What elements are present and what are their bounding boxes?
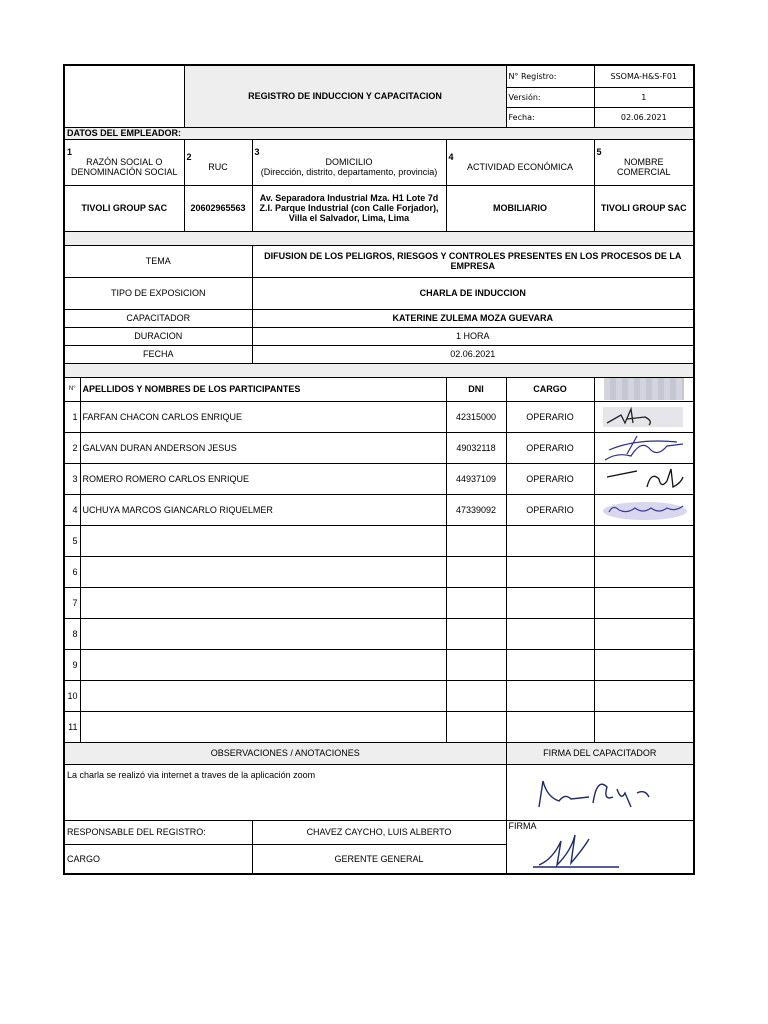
row-signature: [594, 494, 694, 525]
row-dni: [446, 618, 506, 649]
row-cargo: [506, 525, 594, 556]
row-num: 11: [64, 711, 80, 742]
version-value: 1: [594, 87, 694, 107]
signature-image: [597, 465, 693, 493]
form-title: REGISTRO DE INDUCCION Y CAPACITACION: [184, 65, 506, 127]
row-cargo: OPERARIO: [506, 463, 594, 494]
row-signature: [594, 711, 694, 742]
responsable-label: RESPONSABLE DEL REGISTRO:: [64, 820, 252, 844]
row-num: 10: [64, 680, 80, 711]
row-num: 6: [64, 556, 80, 587]
table-row: [64, 556, 694, 587]
table-row: [64, 618, 694, 649]
observaciones-text: La charla se realizó via internet a traves de la aplicación zoom: [64, 764, 506, 820]
capacitador-value: KATERINE ZULEMA MOZA GUEVARA: [252, 309, 694, 327]
col-nombre-comercial: [594, 139, 694, 185]
row-cargo: [506, 649, 594, 680]
signature-image: [597, 403, 693, 431]
firma-cell: [506, 820, 694, 874]
row-signature: [594, 556, 694, 587]
row-cargo: [506, 680, 594, 711]
row-dni: 42315000: [446, 401, 506, 432]
col-header-dni: DNI: [446, 377, 506, 401]
registro-form: [63, 64, 693, 875]
table-row: [64, 432, 694, 463]
row-name: [80, 556, 446, 587]
capacitador-label: CAPACITADOR: [64, 309, 252, 327]
row-dni: 44937109: [446, 463, 506, 494]
col-num: 2: [186, 152, 192, 162]
row-dni: [446, 556, 506, 587]
tema-label: TEMA: [64, 245, 252, 277]
row-cargo: OPERARIO: [506, 401, 594, 432]
registro-value: SSOMA-H&S-F01: [594, 65, 694, 87]
row-num: 9: [64, 649, 80, 680]
row-cargo: [506, 587, 594, 618]
row-cargo: [506, 556, 594, 587]
row-signature: [594, 587, 694, 618]
col-num: 1: [67, 147, 73, 157]
cargo-value: GERENTE GENERAL: [252, 844, 506, 874]
row-num: 7: [64, 587, 80, 618]
duracion-value: 1 HORA: [252, 327, 694, 345]
table-row: [64, 463, 694, 494]
row-signature: [594, 618, 694, 649]
tema-value: DIFUSION DE LOS PELIGROS, RIESGOS Y CONTROLES PRESENTES EN LOS PROCESOS DE LA EMPRESA: [252, 245, 694, 277]
tipo-label: TIPO DE EXPOSICION: [64, 277, 252, 309]
row-name: [80, 618, 446, 649]
row-name: ROMERO ROMERO CARLOS ENRIQUE: [80, 463, 446, 494]
row-dni: 49032118: [446, 432, 506, 463]
fecha-label: Fecha:: [506, 107, 594, 127]
row-dni: 47339092: [446, 494, 506, 525]
fecha-training-value: 02.06.2021: [252, 345, 694, 363]
table-row: [64, 494, 694, 525]
row-signature: [594, 525, 694, 556]
row-num: 5: [64, 525, 80, 556]
fecha-value: 02.06.2021: [594, 107, 694, 127]
version-label: Versión:: [506, 87, 594, 107]
tipo-value: CHARLA DE INDUCCION: [252, 277, 694, 309]
nombre-comercial-value: TIVOLI GROUP SAC: [594, 185, 694, 231]
domicilio-value: Av. Separadora Industrial Mza. H1 Lote 7d Z.I. Parque Industrial (con Calle Forjador), Villa el Salvador, Lima, Lima: [252, 185, 446, 231]
col-label: RAZÓN SOCIAL O DENOMINACIÓN SOCIAL: [70, 157, 178, 177]
col-label: DOMICILIO: [325, 157, 373, 167]
form-table: [63, 64, 695, 875]
observaciones-label: OBSERVACIONES / ANOTACIONES: [64, 742, 506, 764]
row-num: 4: [64, 494, 80, 525]
row-name: [80, 649, 446, 680]
row-num: 2: [64, 432, 80, 463]
signature-header: [594, 377, 694, 401]
row-dni: [446, 680, 506, 711]
row-num: 8: [64, 618, 80, 649]
row-signature: [594, 432, 694, 463]
table-row: [64, 711, 694, 742]
spacer-row: [64, 363, 694, 377]
row-cargo: [506, 618, 594, 649]
ruc-value: 20602965563: [184, 185, 252, 231]
row-cargo: OPERARIO: [506, 432, 594, 463]
razon-social-value: TIVOLI GROUP SAC: [64, 185, 184, 231]
logo-cell: [64, 65, 184, 127]
registro-label: N° Registro:: [506, 65, 594, 87]
table-row: [64, 680, 694, 711]
row-signature: [594, 463, 694, 494]
capacitador-signature-image: [509, 767, 689, 817]
table-row: [64, 525, 694, 556]
responsable-value: CHAVEZ CAYCHO, LUIS ALBERTO: [252, 820, 506, 844]
firma-capacitador-cell: [506, 764, 694, 820]
col-sublabel: (Dirección, distrito, departamento, provincia): [260, 167, 438, 177]
col-label: RUC: [208, 162, 228, 172]
table-row: [64, 649, 694, 680]
row-name: UCHUYA MARCOS GIANCARLO RIQUELMER: [80, 494, 446, 525]
row-cargo: [506, 711, 594, 742]
row-name: [80, 525, 446, 556]
row-dni: [446, 525, 506, 556]
row-name: FARFAN CHACON CARLOS ENRIQUE: [80, 401, 446, 432]
row-name: [80, 711, 446, 742]
row-name: [80, 680, 446, 711]
col-num: 3: [254, 147, 260, 157]
row-signature: [594, 649, 694, 680]
col-domicilio: [252, 139, 446, 185]
firma-capacitador-label: FIRMA DEL CAPACITADOR: [506, 742, 694, 764]
col-header-cargo: CARGO: [506, 377, 594, 401]
col-num: 5: [596, 147, 602, 157]
row-dni: [446, 711, 506, 742]
col-header-name: APELLIDOS Y NOMBRES DE LOS PARTICIPANTES: [80, 377, 446, 401]
responsable-signature-image: [509, 831, 689, 869]
table-row: [64, 587, 694, 618]
table-row: [64, 401, 694, 432]
blurred-header-image: [604, 378, 684, 400]
row-dni: [446, 587, 506, 618]
row-num: 3: [64, 463, 80, 494]
signature-image: [597, 434, 693, 462]
fecha-training-label: FECHA: [64, 345, 252, 363]
col-razon-social: [64, 139, 184, 185]
row-name: GALVAN DURAN ANDERSON JESUS: [80, 432, 446, 463]
signature-image: [597, 496, 693, 524]
col-label: NOMBRE COMERCIAL: [617, 157, 671, 177]
col-header-num: N°: [64, 377, 80, 401]
spacer-row: [64, 231, 694, 245]
col-label: ACTIVIDAD ECONÓMICA: [467, 162, 574, 172]
firma-label: FIRMA: [508, 820, 537, 831]
row-cargo: OPERARIO: [506, 494, 594, 525]
row-num: 1: [64, 401, 80, 432]
duracion-label: DURACION: [64, 327, 252, 345]
row-signature: [594, 401, 694, 432]
row-signature: [594, 680, 694, 711]
employer-section-label: DATOS DEL EMPLEADOR:: [64, 127, 694, 139]
cargo-label: CARGO: [64, 844, 252, 874]
actividad-value: MOBILIARIO: [446, 185, 594, 231]
col-actividad: [446, 139, 594, 185]
row-dni: [446, 649, 506, 680]
row-name: [80, 587, 446, 618]
col-ruc: [184, 139, 252, 185]
col-num: 4: [448, 152, 454, 162]
